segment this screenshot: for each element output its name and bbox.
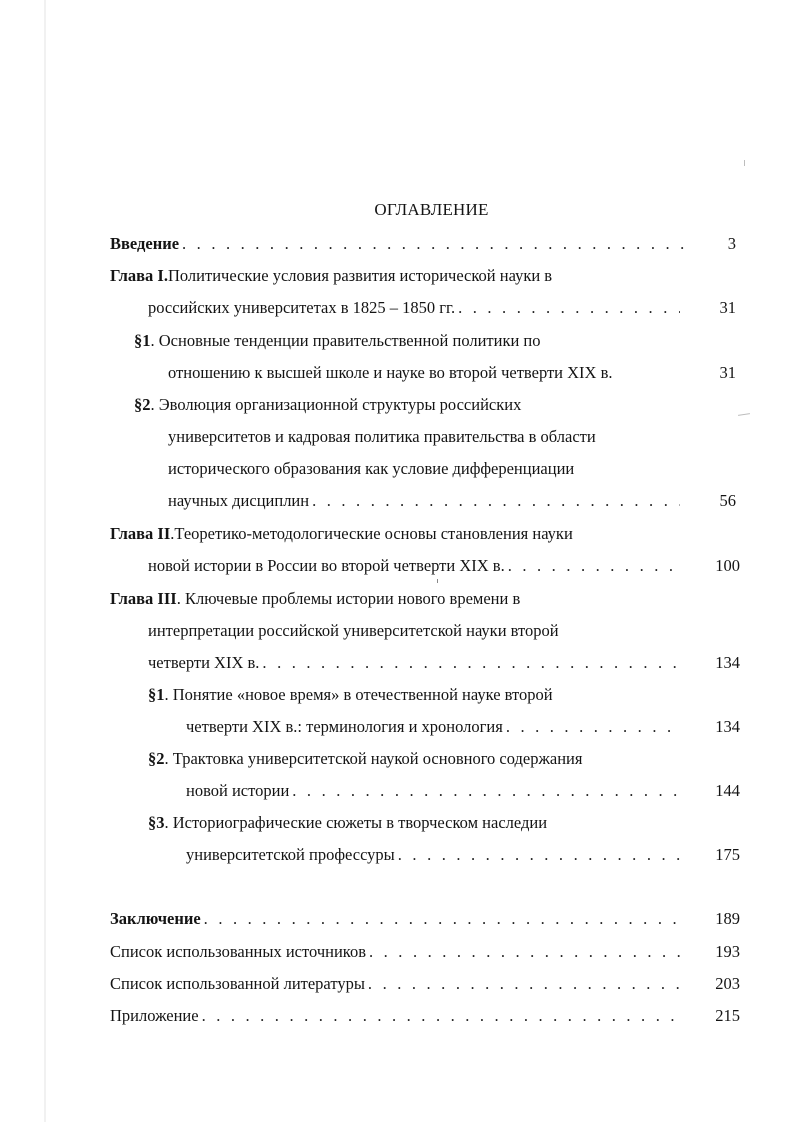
toc-entry-ch3-cont xyxy=(148,619,708,643)
chapter-title: российских университетах в 1825 – 1850 гг. xyxy=(148,298,456,317)
section-title: университетов и кадровая политика правительства в области xyxy=(168,427,596,446)
page-number: 100 xyxy=(715,556,740,575)
page-number: 144 xyxy=(715,781,740,800)
page-number: 189 xyxy=(715,909,740,928)
chapter-title: интерпретации российской университетской науки второй xyxy=(148,621,559,640)
toc-entry-ch3-s1 xyxy=(148,683,708,707)
page-number: 3 xyxy=(727,234,736,253)
leader-dots xyxy=(503,715,682,739)
toc-entry-ch1-s1 xyxy=(134,329,694,353)
leader-dots xyxy=(365,972,688,996)
section-title: . Основные тенденции правительственной политики по xyxy=(150,331,541,350)
leader-dots xyxy=(366,940,688,964)
leader-dots xyxy=(289,779,682,803)
toc-entry-ch3-cont xyxy=(148,651,680,675)
page-number: 193 xyxy=(715,942,740,961)
section-title: четверти XIX в.: терминология и хронология xyxy=(186,717,503,736)
toc-entry-ch3-s3-cont xyxy=(186,843,684,867)
chapter-title: .Теоретико-методологические основы становления науки xyxy=(170,524,573,543)
scan-speck xyxy=(738,413,750,416)
toc-entry-ch1-cont xyxy=(148,296,680,320)
leader-dots xyxy=(395,843,684,867)
toc-entry-ch3 xyxy=(110,587,670,611)
page-number: 56 xyxy=(719,491,736,510)
section-title: отношению к высшей школе и науке во второй четверти XIX в. xyxy=(168,363,613,382)
page-number: 203 xyxy=(715,974,740,993)
entry-label: Список использованных источников xyxy=(110,942,366,961)
toc-entry-ch2-cont xyxy=(148,554,683,578)
leader-dots xyxy=(455,296,680,320)
entry-label: Заключение xyxy=(110,909,201,928)
chapter-title: Политические условия развития исторической науки в xyxy=(167,266,553,285)
entry-label: Список использованной литературы xyxy=(110,974,365,993)
toc-heading: ОГЛАВЛЕНИЕ xyxy=(374,200,489,219)
toc-entry-appendix xyxy=(110,1004,680,1028)
page-number: 31 xyxy=(719,298,736,317)
toc-entry-literature xyxy=(110,972,688,996)
chapter-title: четверти XIX в. xyxy=(148,653,260,672)
leader-dots xyxy=(199,1004,680,1028)
scan-speck xyxy=(437,579,438,583)
entry-label: Введение xyxy=(110,234,180,253)
page-number: 134 xyxy=(715,653,740,672)
toc-entry-ch2 xyxy=(110,522,670,546)
leader-dots xyxy=(309,489,680,513)
toc-entry-conclusion xyxy=(110,907,683,931)
toc-entry-ch1-s2-cont xyxy=(168,489,680,513)
section-title: научных дисциплин xyxy=(168,491,310,510)
section-title: университетской профессуры xyxy=(186,845,395,864)
leader-dots xyxy=(505,554,683,578)
toc-entry-ch1-s2-cont xyxy=(168,457,698,481)
chapter-title: новой истории в России во второй четверти XIX в. xyxy=(148,556,505,575)
leader-dots xyxy=(179,232,688,256)
section-title: исторического образования как условие дифференциации xyxy=(168,459,575,478)
section-label: §1 xyxy=(148,685,165,704)
section-title: . Трактовка университетской наукой основного содержания xyxy=(164,749,583,768)
toc-entry-ch1-s2-cont xyxy=(168,425,698,449)
scan-speck xyxy=(744,160,745,166)
page-number: 31 xyxy=(719,363,736,382)
toc-entry-ch3-s3 xyxy=(148,811,708,835)
section-label: §2 xyxy=(148,749,165,768)
chapter-label: Глава II xyxy=(110,524,171,543)
chapter-title: . Ключевые проблемы истории нового времени в xyxy=(176,589,521,608)
leader-dots xyxy=(259,651,680,675)
chapter-label: Глава I. xyxy=(110,266,168,285)
chapter-label: Глава III xyxy=(110,589,177,608)
page-number: 175 xyxy=(715,845,740,864)
leader-dots xyxy=(201,907,683,931)
entry-label: Приложение xyxy=(110,1006,199,1025)
toc-entry-sources xyxy=(110,940,688,964)
toc-entry-ch1-s1-cont xyxy=(168,361,698,385)
toc-entry-ch3-s2 xyxy=(148,747,708,771)
toc-entry-ch3-s1-cont xyxy=(186,715,682,739)
section-label: §1 xyxy=(134,331,151,350)
page-number: 134 xyxy=(715,717,740,736)
section-label: §3 xyxy=(148,813,165,832)
section-title: . Понятие «новое время» в отечественной науке второй xyxy=(164,685,553,704)
section-title: новой истории xyxy=(186,781,290,800)
toc-entry-ch1 xyxy=(110,264,670,288)
toc-entry-ch1-s2 xyxy=(134,393,694,417)
toc-entry-ch3-s2-cont xyxy=(186,779,682,803)
section-title: . Эволюция организационной структуры российских xyxy=(150,395,522,414)
page-number: 215 xyxy=(715,1006,740,1025)
scan-edge xyxy=(44,0,46,1122)
section-label: §2 xyxy=(134,395,151,414)
section-title: . Историографические сюжеты в творческом наследии xyxy=(164,813,548,832)
toc-entry-intro xyxy=(110,232,688,256)
